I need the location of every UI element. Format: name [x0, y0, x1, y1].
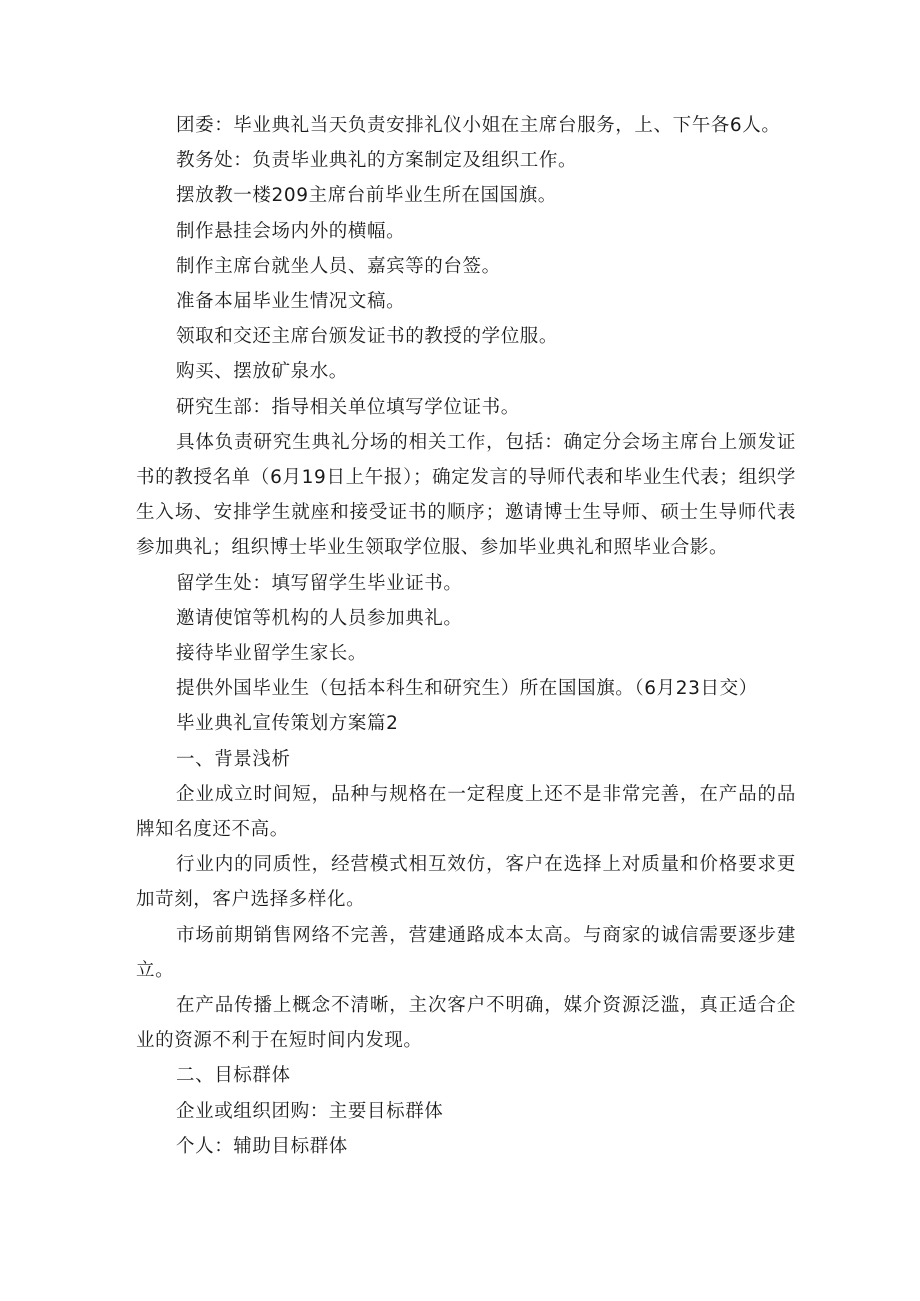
paragraph: 团委：毕业典礼当天负责安排礼仪小姐在主席台服务，上、下午各6人。 — [176, 115, 781, 136]
section-heading: 一、背景浅析 — [176, 748, 291, 770]
paragraph: 研究生部：指导相关单位填写学位证书。 — [176, 396, 520, 418]
paragraph: 留学生处：填写留学生毕业证书。 — [176, 572, 463, 594]
paragraph: 在产品传播上概念不清晰，主次客户不明确，媒介资源泛滥，真正适合企业的资源不利于在短时间内发现。 — [136, 995, 796, 1052]
paragraph: 行业内的同质性，经营模式相互效仿，客户在选择上对质量和价格要求更加苛刻，客户选择多样化。 — [136, 854, 796, 911]
paragraph: 购买、摆放矿泉水。 — [176, 361, 348, 383]
paragraph: 准备本届毕业生情况文稿。 — [176, 291, 406, 313]
paragraph: 具体负责研究生典礼分场的相关工作，包括：确定分会场主席台上颁发证书的教授名单（6月19日上午报）；确定发言的导师代表和毕业生代表；组织学生入场、安排学生就座和接受证书的顺序；邀请博士生导师、硕士生导师代表参加典礼；组织博士毕业生领取学位服、参加毕业典礼和照毕业合影。 — [136, 431, 796, 559]
section-heading: 二、目标群体 — [176, 1065, 291, 1087]
paragraph: 企业或组织团购：主要目标群体 — [176, 1100, 444, 1122]
paragraph: 制作主席台就坐人员、嘉宾等的台签。 — [176, 255, 501, 277]
paragraph: 领取和交还主席台颁发证书的教授的学位服。 — [176, 326, 559, 348]
paragraph: 企业成立时间短，品种与规格在一定程度上还不是非常完善，在产品的品牌知名度还不高。 — [136, 783, 796, 841]
paragraph: 教务处：负责毕业典礼的方案制定及组织工作。 — [176, 150, 578, 172]
paragraph: 市场前期销售网络不完善，营建通路成本太高。与商家的诚信需要逐步建立。 — [136, 924, 796, 981]
document-body — [136, 108, 796, 1164]
paragraph: 摆放教一楼209主席台前毕业生所在国国旗。 — [176, 185, 557, 207]
paragraph: 个人：辅助目标群体 — [176, 1135, 348, 1157]
paragraph: 提供外国毕业生（包括本科生和研究生）所在国国旗。（6月23日交） — [176, 678, 758, 700]
section-title: 毕业典礼宣传策划方案篇2 — [176, 713, 399, 735]
paragraph: 接待毕业留学生家长。 — [176, 643, 368, 665]
paragraph: 制作悬挂会场内外的横幅。 — [176, 220, 406, 242]
paragraph: 邀请使馆等机构的人员参加典礼。 — [176, 607, 463, 629]
